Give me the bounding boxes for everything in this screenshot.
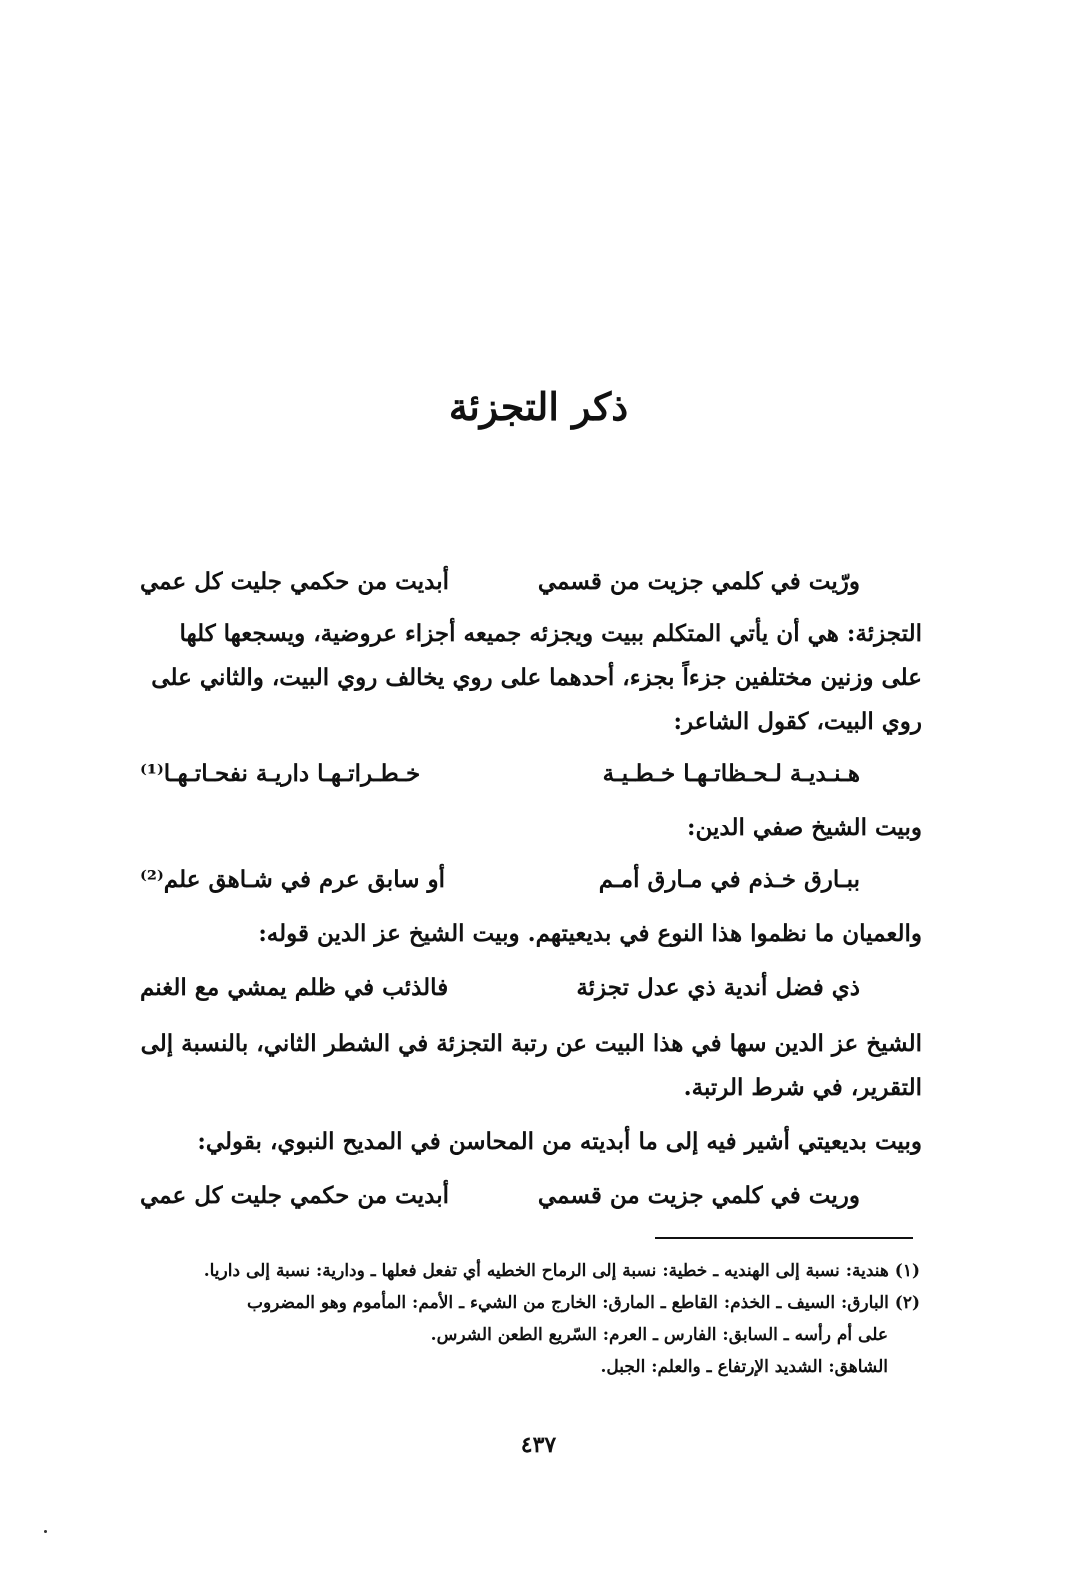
verse-5 — [140, 1174, 860, 1218]
footnote-separator — [655, 1237, 913, 1239]
footnote-1: (١) هندية: نسبة إلى الهنديه ـ خطية: نسبة إلى الرماح الخطيه أي تفعل فعلها ـ ودارية: نسبة إلى داريا. — [203, 1261, 920, 1281]
paragraph-safi-intro: وبيت الشيخ صفي الدين: — [687, 814, 922, 841]
footnotes — [90, 1255, 920, 1383]
verse-1-first-hemistich: ورّيت في كلمي جزيت من قسمي — [537, 568, 860, 595]
verse-4-first-hemistich: ذي فضل أندية ذي عدل تجزئة — [576, 974, 860, 1001]
paragraph-line: روي البيت، كقول الشاعر: — [673, 708, 922, 735]
paragraph-definition — [90, 612, 922, 744]
paragraph-line: التقرير، في شرط الرتبة. — [683, 1074, 922, 1101]
verse-2 — [140, 752, 860, 796]
paragraph-izz-critique — [90, 1022, 922, 1110]
verse-3-first-hemistich: ببـارق خـذم في مـارق أمـم — [598, 866, 860, 893]
paragraph-line: على وزنين مختلفين جزءاً بجزء، أحدهما على روي يخالف روي البيت، والثاني على — [151, 664, 922, 691]
verse-1 — [140, 560, 860, 604]
paragraph-author-verse-intro: وبيت بديعيتي أشير فيه إلى ما أبديته من المحاسن في المديح النبوي، بقولي: — [197, 1128, 922, 1155]
paragraph-line: التجزئة: هي أن يأتي المتكلم ببيت ويجزئه جميعه أجزاء عروضية، ويسجعها كلها — [179, 620, 922, 647]
verse-3 — [140, 858, 860, 902]
paragraph-blind-poets: والعميان ما نظموا هذا النوع في بديعيتهم. وبيت الشيخ عز الدين قوله: — [258, 920, 922, 947]
verse-3-second-hemistich: أو سابق عرم في شـاهق علم⁽²⁾ — [140, 866, 445, 893]
footnote-2-line-1: (٢) البارق: السيف ـ الخذم: القاطع ـ المارق: الخارج من الشيء ـ الأمم: المأموم وهو المضروب — [246, 1293, 920, 1313]
paragraph-line: الشيخ عز الدين سها في هذا البيت عن رتبة التجزئة في الشطر الثاني، بالنسبة إلى — [140, 1030, 922, 1057]
verse-4-second-hemistich: فالذئب في ظلم يمشي مع الغنم — [140, 974, 449, 1001]
verse-4 — [140, 966, 860, 1010]
verse-2-first-hemistich: هـنـديـة لـحـظاتـهـا خـطـيـة — [602, 760, 860, 787]
footnote-2-line-3: الشاهق: الشديد الإرتفاع ـ والعلم: الجبل. — [600, 1357, 888, 1377]
scan-speck — [44, 1530, 47, 1533]
verse-5-first-hemistich: وريت في كلمي جزيت من قسمي — [537, 1182, 860, 1209]
verse-5-second-hemistich: أبديت من حكمي جليت كل عمي — [140, 1182, 450, 1209]
verse-1-second-hemistich: أبديت من حكمي جليت كل عمي — [140, 568, 450, 595]
chapter-title: ذكر التجزئة — [448, 384, 629, 429]
verse-2-second-hemistich: خـطـراتـهـا داريـة نفحـاتـهـا⁽¹⁾ — [140, 760, 421, 787]
page-number: ٤٣٧ — [520, 1432, 557, 1458]
footnote-2-line-2: على أم رأسه ـ السابق: الفارس ـ العرم: السّريع الطعن الشرس. — [430, 1325, 888, 1345]
